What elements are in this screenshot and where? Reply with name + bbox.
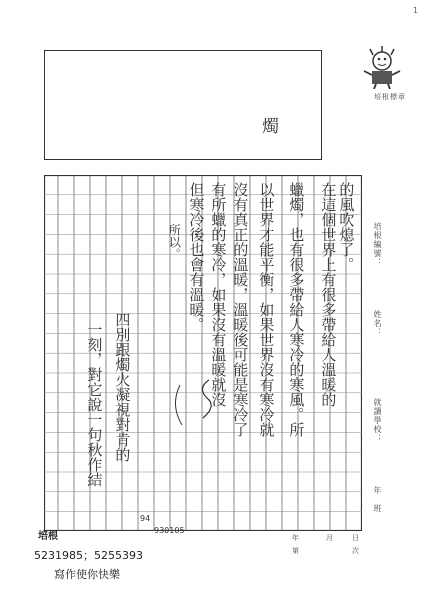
column-8: 所以。 bbox=[167, 224, 182, 260]
stamp-slogan: 寫作使你快樂 bbox=[54, 568, 120, 581]
footer-year: 年 bbox=[292, 534, 299, 542]
logo-label: 培根標章 bbox=[374, 93, 406, 101]
column-1: 的風吹熄了。 bbox=[337, 182, 356, 272]
column-10: 一刻，對它說一句秋作結 bbox=[85, 322, 104, 487]
score-code: 930105 bbox=[154, 526, 185, 535]
id-label: 培根編號： bbox=[373, 222, 382, 267]
stamp-brand: 培根 bbox=[38, 531, 58, 542]
footer-ci: 次 bbox=[352, 547, 359, 555]
footer-di: 第 bbox=[292, 547, 299, 555]
column-2: 在這個世界上有很多帶給人溫暖的 bbox=[319, 182, 338, 407]
footer-day: 日 bbox=[352, 534, 359, 542]
correction-box bbox=[44, 50, 322, 160]
score-grade: 94 bbox=[140, 514, 151, 523]
stamp-phones: 5231985；5255393 bbox=[34, 549, 143, 562]
column-4: 以世界才能平衡，如果世界沒有寒冷就 bbox=[257, 182, 276, 437]
name-label: 姓名： bbox=[373, 310, 382, 337]
column-9: 四別跟燭火凝視對肯的 bbox=[113, 312, 132, 462]
footer-month: 月 bbox=[326, 534, 333, 542]
page-number: 1 bbox=[412, 6, 418, 15]
cartoon-logo bbox=[360, 45, 404, 89]
column-6: 有所蠟的寒冷，如果沒有溫暖就沒 bbox=[209, 182, 228, 407]
grade-label: 年 班 bbox=[373, 486, 382, 513]
hand-mark-2 bbox=[175, 385, 182, 425]
column-5: 沒有真正的溫暖，溫暖後可能是寒冷了 bbox=[231, 182, 250, 437]
school-label: 就讀學校： bbox=[373, 398, 382, 443]
correction-character: 燭 bbox=[262, 117, 279, 137]
column-7: 但寒冷後也會有溫暖。 bbox=[187, 182, 206, 332]
column-3: 蠟燭，也有很多帶給人寒冷的寒風。所 bbox=[287, 182, 306, 437]
